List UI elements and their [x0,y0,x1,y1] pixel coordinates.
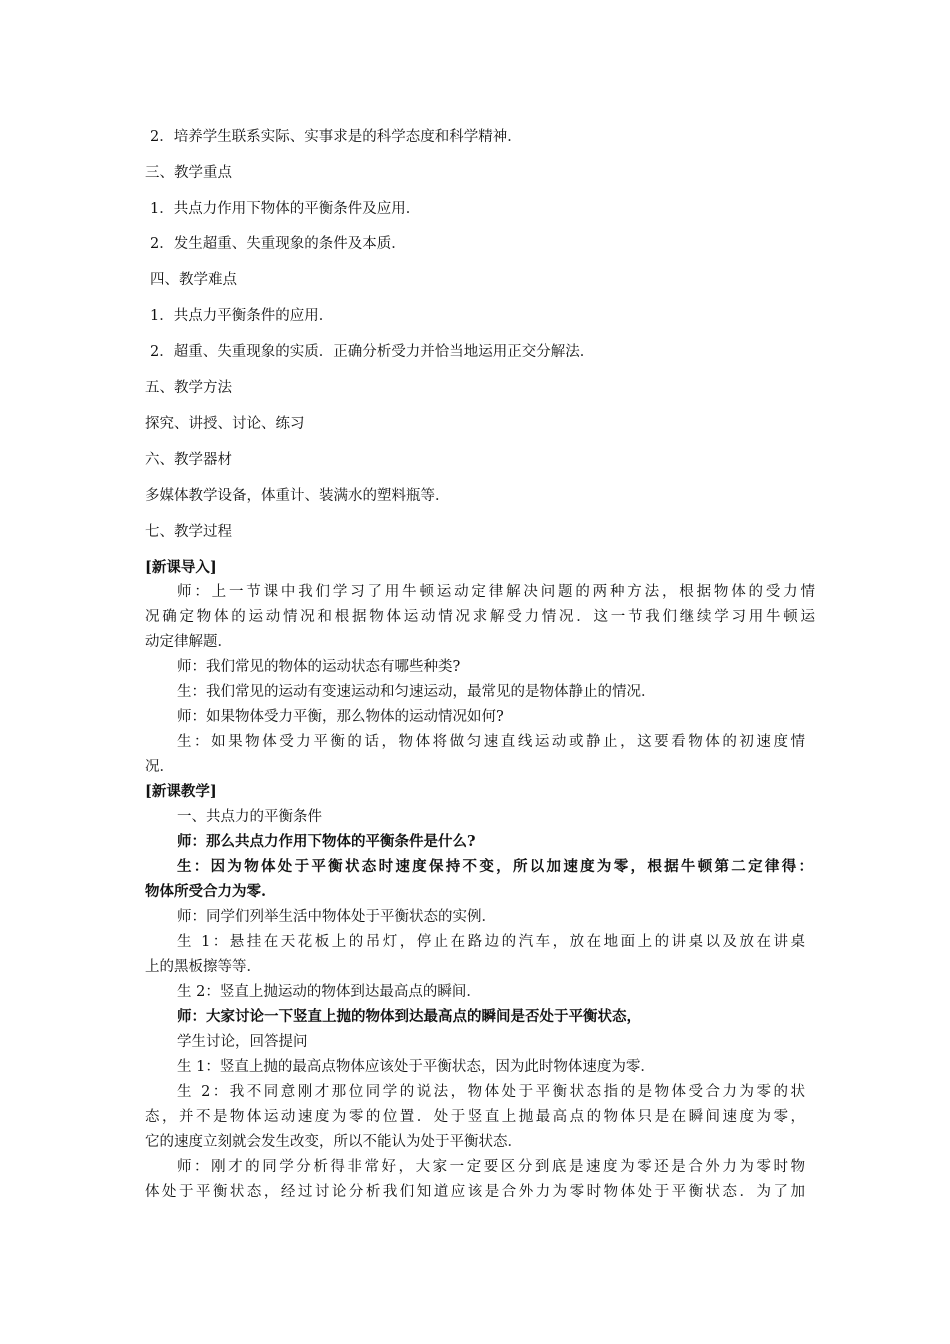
dialogue-line: 师：那么共点力作用下物体的平衡条件是什么? [177,833,476,850]
paragraph-line: 动定律解题． [145,634,232,650]
dialogue-line: 体处于平衡状态，经过讨论分析我们知道应该是合外力为零时物体处于平衡状态．为了加 [145,1184,805,1200]
key-point-1: 1．共点力作用下物体的平衡条件及应用． [150,201,421,217]
dialogue-line: 它的速度立刻就会发生改变，所以不能认为处于平衡状态． [145,1134,522,1150]
dialogue-line: 态，并不是物体运动速度为零的位置．处于竖直上抛最高点的物体只是在瞬间速度为零， [145,1109,805,1125]
difficulty-2: 2．超重、失重现象的实质．正确分析受力并恰当地运用正交分解法． [150,344,595,360]
dialogue-line: 生：我们常见的运动有变速运动和匀速运动，最常见的是物体静止的情况． [177,684,656,700]
dialogue-line: 生 2：竖直上抛运动的物体到达最高点的瞬间． [177,984,481,1000]
dialogue-line: 上的黑板擦等等． [145,959,261,975]
dialogue-line: 生 1：竖直上抛的最高点物体应该处于平衡状态，因为此时物体速度为零． [177,1059,655,1075]
dialogue-line: 生：因为物体处于平衡状态时速度保持不变，所以加速度为零，根据牛顿第二定律得： [177,858,813,875]
dialogue-line: 生：如果物体受力平衡的话，物体将做匀速直线运动或静止，这要看物体的初速度情 [177,734,805,750]
heading-process: 七、教学过程 [145,524,232,540]
dialogue-line: 学生讨论，回答提问 [177,1034,308,1050]
key-point-2: 2．发生超重、失重现象的条件及本质． [150,236,406,252]
dialogue-line: 师：大家讨论一下竖直上抛的物体到达最高点的瞬间是否处于平衡状态， [177,1008,641,1025]
dialogue-line: 况． [145,759,174,775]
heading-equipment: 六、教学器材 [145,452,232,468]
dialogue-line: 生 1：悬挂在天花板上的吊灯，停止在路边的汽车，放在地面上的讲桌以及放在讲桌 [177,934,805,950]
methods-text: 探究、讲授、讨论、练习 [145,416,305,432]
heading-key-points: 三、教学重点 [145,165,232,181]
dialogue-line: 师：刚才的同学分析得非常好，大家一定要区分到底是速度为零还是合外力为零时物 [177,1159,805,1175]
paragraph-line: 况确定物体的运动情况和根据物体运动情况求解受力情况．这一节我们继续学习用牛顿运 [145,609,815,625]
section-intro: [新课导入] [145,559,217,576]
heading-methods: 五、教学方法 [145,380,232,396]
dialogue-line: 师：我们常见的物体的运动状态有哪些种类? [177,659,461,675]
dialogue-line: 生 2：我不同意刚才那位同学的说法，物体处于平衡状态指的是物体受合力为零的状 [177,1084,805,1100]
dialogue-line: 师：如果物体受力平衡，那么物体的运动情况如何? [177,709,504,725]
paragraph-line: 师：上一节课中我们学习了用牛顿运动定律解决问题的两种方法，根据物体的受力情 [177,584,815,600]
difficulty-1: 1．共点力平衡条件的应用． [150,308,334,324]
heading-difficulties: 四、教学难点 [150,272,237,288]
dialogue-line: 师：同学们列举生活中物体处于平衡状态的实例． [177,909,496,925]
objective-2: 2．培养学生联系实际、实事求是的科学态度和科学精神． [150,129,522,145]
section-new-lesson: [新课教学] [145,783,217,800]
equipment-text: 多媒体教学设备，体重计、装满水的塑料瓶等． [145,488,450,504]
subsection-title: 一、共点力的平衡条件 [177,809,322,825]
dialogue-line: 物体所受合力为零. [145,883,267,900]
